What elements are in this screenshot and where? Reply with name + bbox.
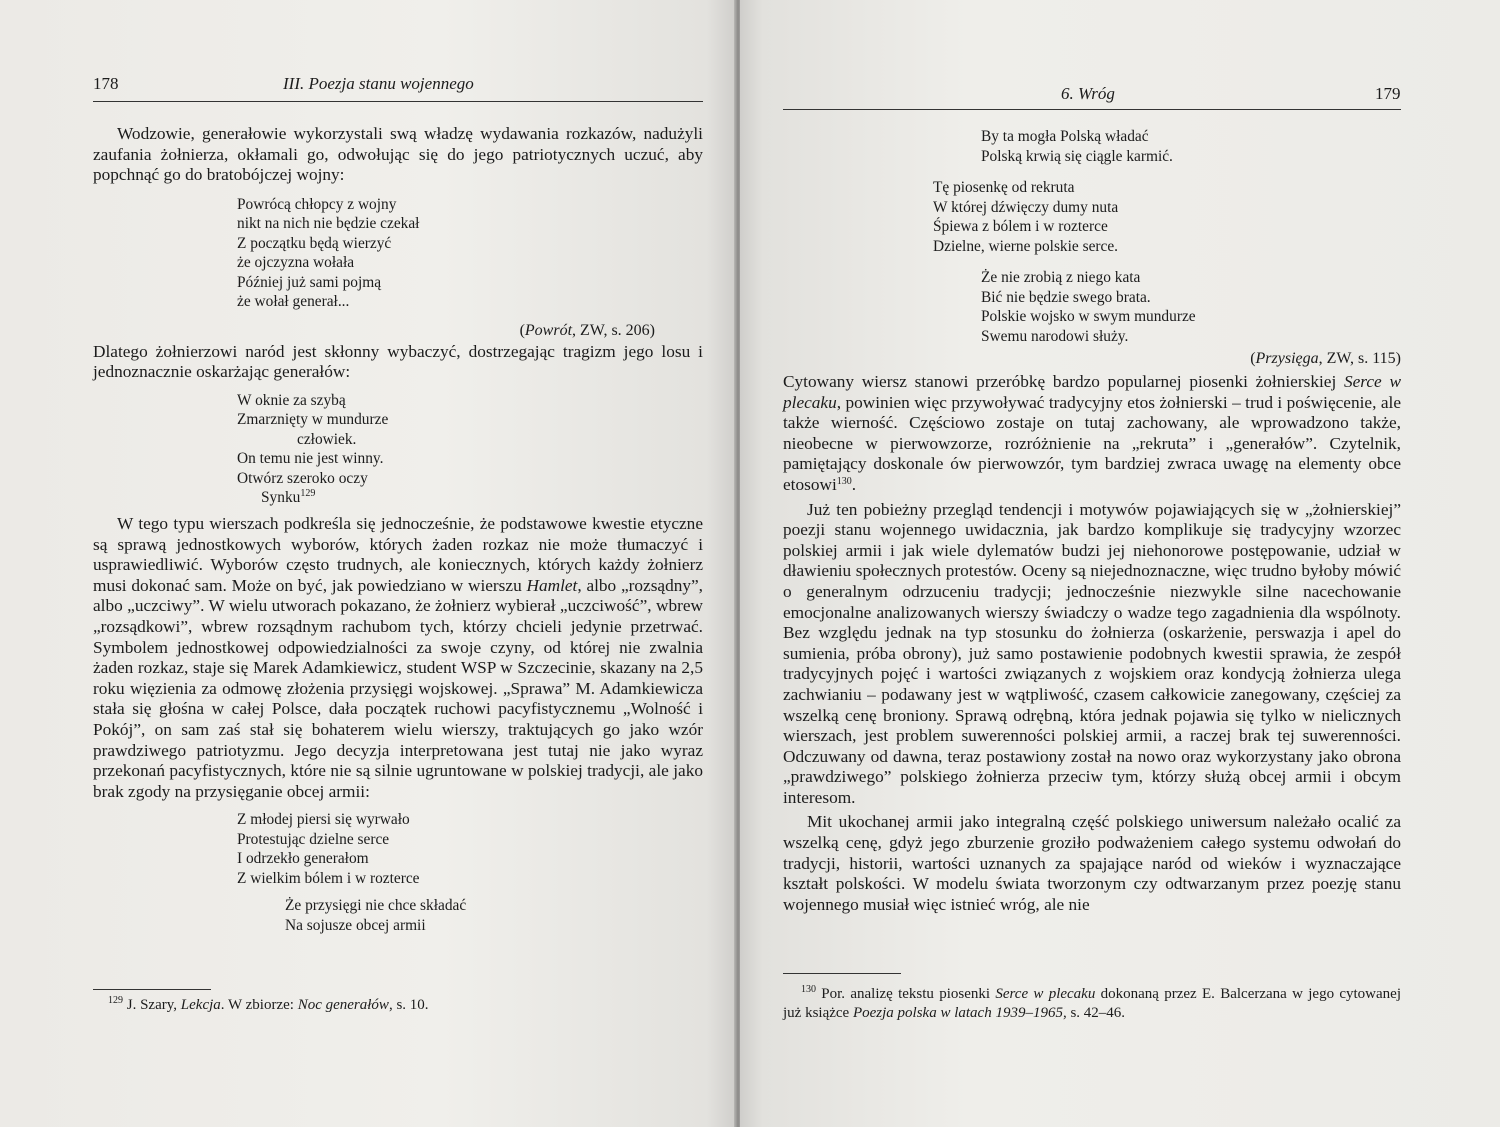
footnote-rule xyxy=(783,973,901,974)
poem-line: By ta mogła Polską władać xyxy=(981,128,1149,145)
poem-line: Swemu narodowi służy. xyxy=(981,327,1129,345)
source-title: Przysięga xyxy=(1255,350,1319,367)
footnote-text: , s. 10. xyxy=(388,997,429,1013)
poem-line: Dzielne, wierne polskie serce. xyxy=(933,237,1119,255)
footnote-text: J. Szary, xyxy=(123,997,181,1013)
footnote-title: Serce w plecaku xyxy=(995,986,1096,1002)
left-page xyxy=(0,0,736,1127)
poem-line: I odrzekło generałom xyxy=(237,850,369,868)
right-page xyxy=(740,0,1500,1127)
paragraph: Już ten pobieżny przegląd tendencji i motywów pojawiających się w „żołnierskiej” poezji stanu wojennego uwidacznia, jak bardzo komplikuje się tradycyjny wzorzec polskiej armii i jak wiele dylematów budzi jej niehonorowe postępowanie, udział w dławieniu społecznych protestów. Oceny są niejednoznaczne, więc trudno byłoby mówić o generalnym odrzuceniu tradycji; jednocześnie niezwykle silne nacechowanie emocjonalne analizowanych wierszy świadczy o wadze tego zagadnienia dla wspólnoty. Bez względu jednak na typ stosunku do żołnierza (oskarżenie, perswazja i apel do sumienia, próba obrony), już samo postawienie podobnych kwestii sprawia, że zespół tradycyjnych pojęć i wartości związanych z wojskiem oraz kondycją żołnierza ulega zachwianiu – podawany jest w wątpliwość, czasem całkowicie zanegowany, częściej za wszelką cenę broniony. Sprawą odrębną, która jednak pojawia się tylko w nielicznych wierszach, jest problem suwerenności polskiej armii, a raczej brak tej suwerenności. Odczuwany od dawna, teraz postawiony został na nowo oraz wykorzystany jako obrona „prawdziwego” polskiego żołnierza przeciw tym, którzy służą obcej armii i obcym interesom. xyxy=(783,499,1401,807)
poem-quote xyxy=(237,810,703,888)
poem-line: Z młodej piersi się wyrwało xyxy=(237,811,410,829)
right-page-body xyxy=(783,127,1401,915)
footnote-book: Noc generałów xyxy=(297,997,389,1013)
source-ref: , ZW, s. 115) xyxy=(1318,350,1401,367)
paragraph-text: W tego typu wierszach podkreśla się jednocześnie, że podstawowe kwestie etyczne są sprawą jednostkowych wyborów, których żaden rozkaz nie może tłumaczyć i usprawiedliwić. Wyborów często trudnych, ale koniecznych, których każdy żołnierz musi dokonać sam. Może on być, jak powiedziano w wierszu xyxy=(93,513,703,595)
poem-source: (Przysięga, ZW, s. 115) xyxy=(1250,350,1401,367)
poem-line: Z wielkim bólem i w rozterce xyxy=(237,869,420,887)
paragraph: Dlatego żołnierzowi naród jest skłonny wybaczyć, dostrzegając tragizm jego losu i jednoznacznie oskarżając generałów: xyxy=(93,341,703,382)
header-rule xyxy=(93,101,703,102)
poem-quote xyxy=(981,268,1401,346)
italic-title: Serce w plecaku xyxy=(783,372,1401,412)
footnote-number: 129 xyxy=(108,995,123,1006)
paragraph: Mit ukochanej armii jako integralną część polskiego uniwersum należało ocalić za wszelką cenę, gdyż jego zburzenie groziło podważeniem całego systemu odwołań do tradycji, historii, wartości uznanych za spajające naród od wieków i wyznaczające kształt polskości. W modelu świata tworzonym czy odtwarzanym przez poezję stanu wojennego musiał więc istnieć wróg, ale nie xyxy=(783,812,1401,914)
poem-line: Z początku będą wierzyć xyxy=(237,234,392,252)
poem-quote xyxy=(237,195,703,312)
running-head: III. Poezja stanu wojennego xyxy=(283,74,474,93)
footnote-ref[interactable]: 130 xyxy=(836,475,852,487)
poem-line-text: Synku xyxy=(261,489,301,507)
footnote-text: dokonaną przez E. Balcerzana w jego cytowanej już książce xyxy=(783,986,1401,1021)
source-ref: , ZW, s. 206) xyxy=(572,321,655,339)
running-head: 6. Wróg xyxy=(1061,84,1115,103)
poem-line: Powrócą chłopcy z wojny xyxy=(237,195,397,213)
source-title: Powrót xyxy=(524,321,573,339)
poem-line: W której dźwięczy dumy nuta xyxy=(933,198,1119,216)
paragraph-text: Cytowany wiersz stanowi przeróbkę bardzo popularnej piosenki żołnierskiej xyxy=(783,372,1344,391)
paragraph xyxy=(783,372,1401,496)
poem-line: Śpiewa z bólem i w rozterce xyxy=(933,218,1108,235)
paragraph-text: . xyxy=(851,474,857,494)
poem-line: człowiek. xyxy=(297,430,357,448)
italic-title: Hamlet xyxy=(526,575,578,595)
footnote-number: 130 xyxy=(801,984,816,995)
poem-line: Później już sami pojmą xyxy=(237,273,382,291)
paragraph-text: , powinien więc przywoływać tradycyjny etos żołnierski – trud i poświęcenie, ale także wierność. Częściowo zostaje on tutaj zachowany, ale wprowadzono także, nieobecne w pierwowzorze, rozróżnienie na „rekruta” i „generałów”. Czytelnik, pamiętający doskonale ów pierwowzór, tym bardziej zwraca uwagę na elementy obce etosowi xyxy=(783,392,1401,494)
footnote xyxy=(108,996,703,1015)
poem-line: Polskie wojsko w swym mundurze xyxy=(981,308,1196,325)
poem-source: (Powrót, ZW, s. 206) xyxy=(519,321,655,339)
paragraph xyxy=(93,514,703,802)
poem-line: że ojczyzna wołała xyxy=(237,254,355,272)
poem-line xyxy=(237,488,703,508)
poem-line: Że przysięgi nie chce składać xyxy=(285,897,467,915)
footnote-ref[interactable]: 129 xyxy=(300,488,316,500)
paragraph: Wodzowie, generałowie wykorzystali swą władzę wydawania rozkazów, nadużyli zaufania żołnierza, okłamali go, odwołując się do jego patriotycznych uczuć, aby popchnąć go do bratobójczej wojny: xyxy=(93,124,703,185)
poem-line: Tę piosenkę od rekruta xyxy=(933,179,1075,196)
poem-line: Polską krwią się ciągle karmić. xyxy=(981,147,1173,165)
poem-line: Bić nie będzie swego brata. xyxy=(981,288,1151,306)
poem-line: Na sojusze obcej armii xyxy=(285,916,426,934)
poem-line: nikt na nich nie będzie czekał xyxy=(237,215,420,233)
poem-line: W oknie za szybą xyxy=(237,391,346,409)
poem-quote xyxy=(285,896,703,935)
poem-quote xyxy=(237,391,703,508)
footnote-title: Lekcja xyxy=(180,997,221,1013)
footnote-text: , s. 42–46. xyxy=(1062,1005,1126,1021)
poem-line: że wołał generał... xyxy=(237,293,350,311)
poem-line: Protestując dzielne serce xyxy=(237,830,390,848)
poem-quote xyxy=(981,127,1401,166)
poem-line: Że nie zrobią z niego kata xyxy=(981,269,1141,286)
poem-line: Zmarznięty w mundurze xyxy=(237,411,389,429)
poem-line: On temu nie jest winny. xyxy=(237,450,384,468)
header-rule xyxy=(783,109,1401,110)
poem-quote xyxy=(933,178,1401,256)
footnote-rule xyxy=(93,989,211,990)
poem-line: Otwórz szeroko oczy xyxy=(237,469,368,487)
footnote-text: . W zbiorze: xyxy=(220,997,298,1013)
footnote-text: Por. analizę tekstu piosenki xyxy=(816,986,996,1002)
left-page-body xyxy=(93,124,703,935)
footnote-book: Poezja polska w latach 1939–1965 xyxy=(852,1005,1063,1021)
page-number: 179 xyxy=(1375,84,1401,103)
page-number: 178 xyxy=(93,74,119,93)
footnote xyxy=(783,985,1401,1023)
paragraph-text: , albo „rozsądny”, albo „uczciwy”. W wielu utworach pokazano, że żołnierz wybierał „uczciwość”, wbrew „rozsądkowi”, wbrew rozsądnym rachubom tych, którzy chcieli jedynie przetrwać. Symbolem jednostkowej odpowiedzialności za swoje czyny, od której nie zwalnia żaden rozkaz, staje się Marek Adamkiewicz, student WSP w Szczecinie, skazany na 2,5 roku więzienia za odmowę złożenia przysięgi wojskowej. „Sprawa” M. Adamkiewicza stała się głośna w całej Polsce, dała początek ruchowi pacyfistycznemu „Wolność i Pokój”, on sam zaś stał się bohaterem wielu wierszy, traktujących go jako wzór prawdziwego patriotyzmu. Jego decyzja interpretowana jest tutaj nie jako wyraz przekonań pacyfistycznych, które nie są silnie ugruntowane w polskiej tradycji, ale jako brak zgody na przysięganie obcej armii: xyxy=(93,575,704,801)
